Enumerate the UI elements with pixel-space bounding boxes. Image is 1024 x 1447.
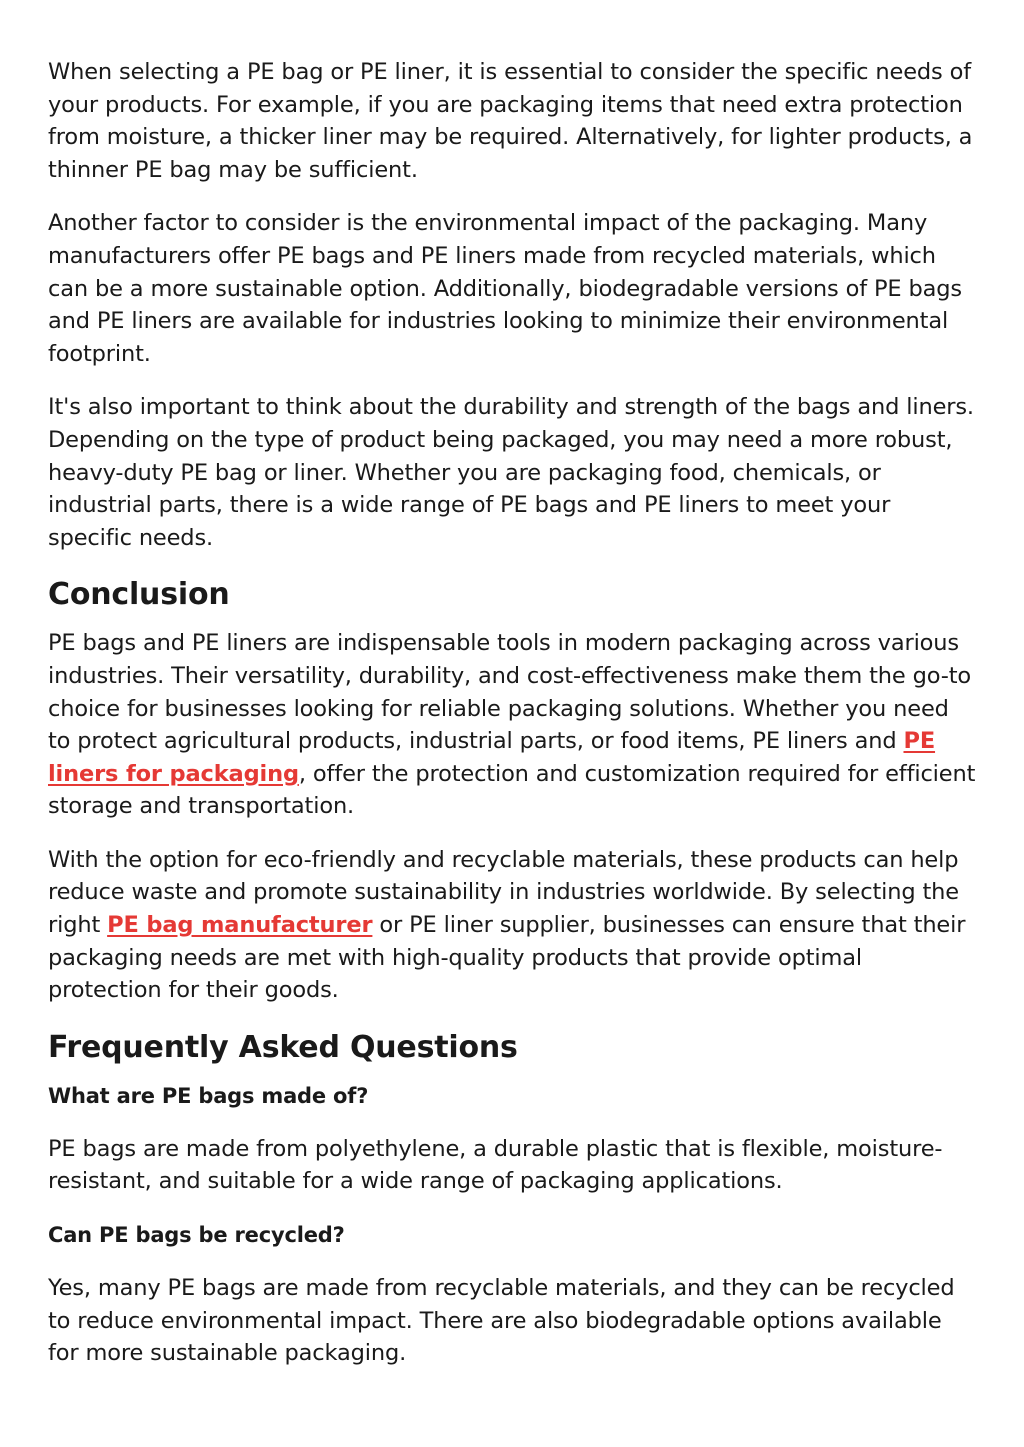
conclusion-paragraph-1: [48, 627, 976, 823]
faq-question-2: Can PE bags be recycled?: [48, 1223, 345, 1248]
faq-answer-2: Yes, many PE bags are made from recyclable materials, and they can be recycled to reduce environmental impact. There are also biodegradable options available for more sustainable packaging.: [48, 1275, 955, 1367]
faq-question-1: What are PE bags made of?: [48, 1083, 369, 1108]
paragraph-environmental-impact: Another factor to consider is the environmental impact of the packaging. Many manufacturers offer PE bags and PE liners made from recycled materials, which can be a more sustainable option. Additionally, biodegradable versions of PE bags and PE liners are available for industries looking to minimize their environmental footprint.: [48, 210, 962, 367]
conclusion-p1-text-after: , offer the protection and customization required for efficient storage and transportation.: [48, 760, 976, 820]
pe-bag-manufacturer-link[interactable]: PE bag manufacturer: [107, 912, 373, 939]
faq-heading: Frequently Asked Questions: [48, 1029, 518, 1065]
conclusion-p1-text-before: PE bags and PE liners are indispensable tools in modern packaging across various industries. Their versatility, durability, and cost-effectiveness make them the go-to choice for businesses looking for reliable packaging solutions. Whether you need to protect agricultural products, industrial parts, or food items, PE liners and: [48, 630, 971, 755]
pe-liners-for-packaging-link[interactable]: PE liners for packaging: [48, 728, 936, 787]
conclusion-p2-text-after: or PE liner supplier, businesses can ensure that their packaging needs are met with high-quality products that provide optimal protection for their goods.: [48, 912, 966, 1004]
conclusion-paragraph-2: [48, 844, 976, 1007]
faq-answer-1: PE bags are made from polyethylene, a durable plastic that is flexible, moisture-resistant, and suitable for a wide range of packaging applications.: [48, 1135, 943, 1195]
conclusion-p2-text-before: With the option for eco-friendly and recyclable materials, these products can help reduce waste and promote sustainability in industries worldwide. By selecting the right: [48, 846, 959, 939]
paragraph-selecting-needs: When selecting a PE bag or PE liner, it is essential to consider the specific needs of your products. For example, if you are packaging items that need extra protection from moisture, a thicker liner may be required. Alternatively, for lighter products, a thinner PE bag may be sufficient.: [48, 59, 973, 183]
paragraph-durability: It's also important to think about the durability and strength of the bags and liners. Depending on the type of product being packaged, you may need a more robust, heavy-duty PE bag or liner. Whether you are packaging food, chemicals, or industrial parts, there is a wide range of PE bags and PE liners to meet your specific needs.: [48, 394, 974, 551]
conclusion-heading: Conclusion: [48, 577, 230, 613]
